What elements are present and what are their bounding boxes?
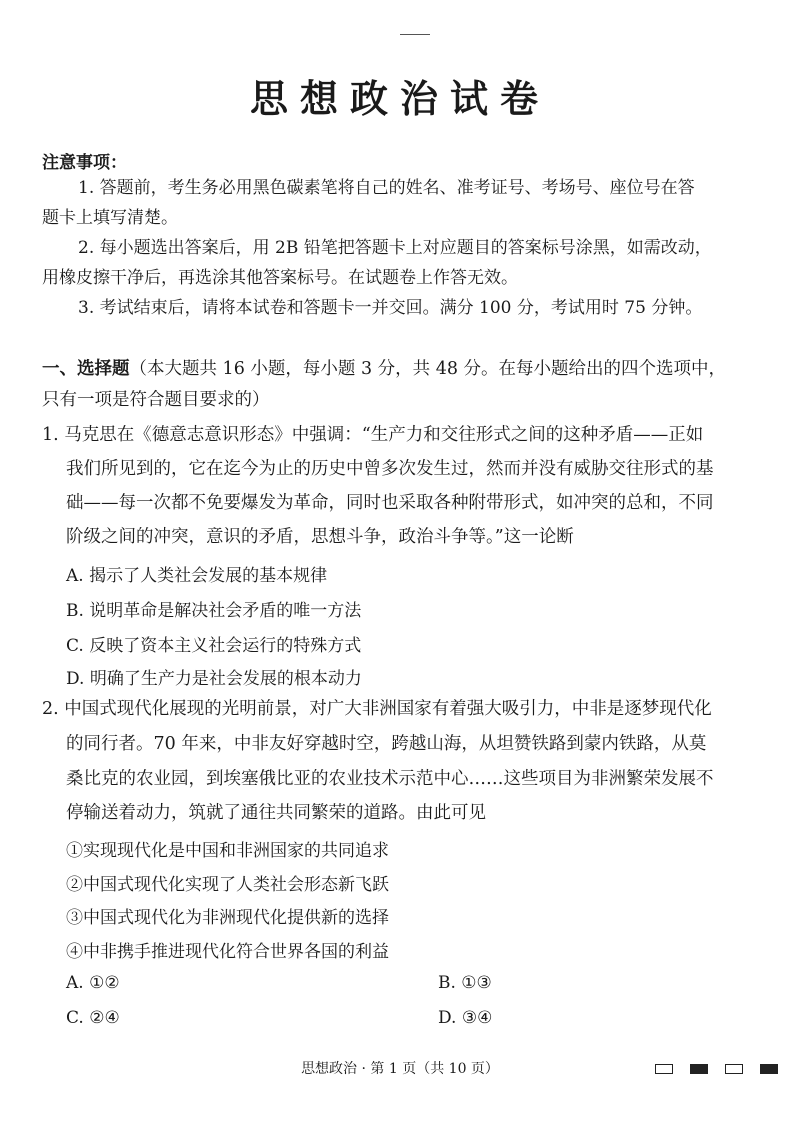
top-rule bbox=[400, 34, 430, 35]
q1-option-c: C. 反映了资本主义社会运行的特殊方式 bbox=[66, 636, 362, 656]
notice-line: 用橡皮擦干净后，再选涂其他答案标号。在试题卷上作答无效。 bbox=[42, 268, 518, 288]
q1-line: 阶级之间的冲突，意识的矛盾，思想斗争，政治斗争等。”这一论断 bbox=[66, 527, 574, 547]
section-label: 一、选择题 bbox=[42, 359, 130, 379]
q2-statement-1: ①实现现代化是中国和非洲国家的共同追求 bbox=[66, 841, 389, 861]
q2-option-b: B. ①③ bbox=[438, 973, 492, 993]
q2-statement-2: ②中国式现代化实现了人类社会形态新飞跃 bbox=[66, 875, 389, 895]
q2-line: 2. 中国式现代化展现的光明前景，对广大非洲国家有着强大吸引力，中非是逐梦现代化 bbox=[42, 699, 712, 719]
notice-line: 3. 考试结束后，请将本试卷和答题卡一并交回。满分 100 分，考试用时 75 分钟。 bbox=[78, 298, 703, 318]
page-footer: 思想政治 · 第 1 页（共 10 页） bbox=[301, 1061, 499, 1077]
notice-line: 题卡上填写清楚。 bbox=[42, 208, 178, 228]
q1-option-b: B. 说明革命是解决社会矛盾的唯一方法 bbox=[66, 601, 362, 621]
registration-mark bbox=[655, 1064, 673, 1074]
q1-line: 我们所见到的，它在迄今为止的历史中曾多次发生过，然而并没有威胁交往形式的基 bbox=[66, 459, 714, 479]
registration-mark bbox=[760, 1064, 778, 1074]
q1-line: 础——每一次都不免要爆发为革命，同时也采取各种附带形式，如冲突的总和，不同 bbox=[66, 493, 714, 513]
q1-line: 1. 马克思在《德意志意识形态》中强调：“生产力和交往形式之间的这种矛盾——正如 bbox=[42, 425, 704, 445]
q2-statement-3: ③中国式现代化为非洲现代化提供新的选择 bbox=[66, 908, 389, 928]
registration-mark bbox=[725, 1064, 743, 1074]
page-title: 思想政治试卷 bbox=[249, 76, 550, 121]
section-desc-2: 只有一项是符合题目要求的） bbox=[42, 390, 270, 410]
registration-mark bbox=[690, 1064, 708, 1074]
q1-option-a: A. 揭示了人类社会发展的基本规律 bbox=[66, 566, 328, 586]
section-desc: （本大题共 16 小题，每小题 3 分，共 48 分。在每小题给出的四个选项中， bbox=[129, 359, 727, 379]
notice-line: 2. 每小题选出答案后，用 2B 铅笔把答题卡上对应题目的答案标号涂黑，如需改动， bbox=[78, 238, 712, 258]
q2-line: 桑比克的农业园，到埃塞俄比亚的农业技术示范中心……这些项目为非洲繁荣发展不 bbox=[66, 769, 714, 789]
q2-line: 的同行者。70 年来，中非友好穿越时空，跨越山海，从坦赞铁路到蒙内铁路，从莫 bbox=[66, 734, 707, 754]
notice-line: 1. 答题前，考生务必用黑色碳素笔将自己的姓名、准考证号、考场号、座位号在答 bbox=[78, 178, 695, 198]
q1-option-d: D. 明确了生产力是社会发展的根本动力 bbox=[66, 669, 362, 689]
q2-line: 停输送着动力，筑就了通往共同繁荣的道路。由此可见 bbox=[66, 803, 486, 823]
q2-option-d: D. ③④ bbox=[438, 1008, 493, 1028]
q2-statement-4: ④中非携手推进现代化符合世界各国的利益 bbox=[66, 942, 389, 962]
q2-option-c: C. ②④ bbox=[66, 1008, 120, 1028]
section-heading bbox=[42, 355, 726, 380]
q2-option-a: A. ①② bbox=[66, 973, 120, 993]
notice-heading: 注意事项： bbox=[42, 153, 127, 173]
